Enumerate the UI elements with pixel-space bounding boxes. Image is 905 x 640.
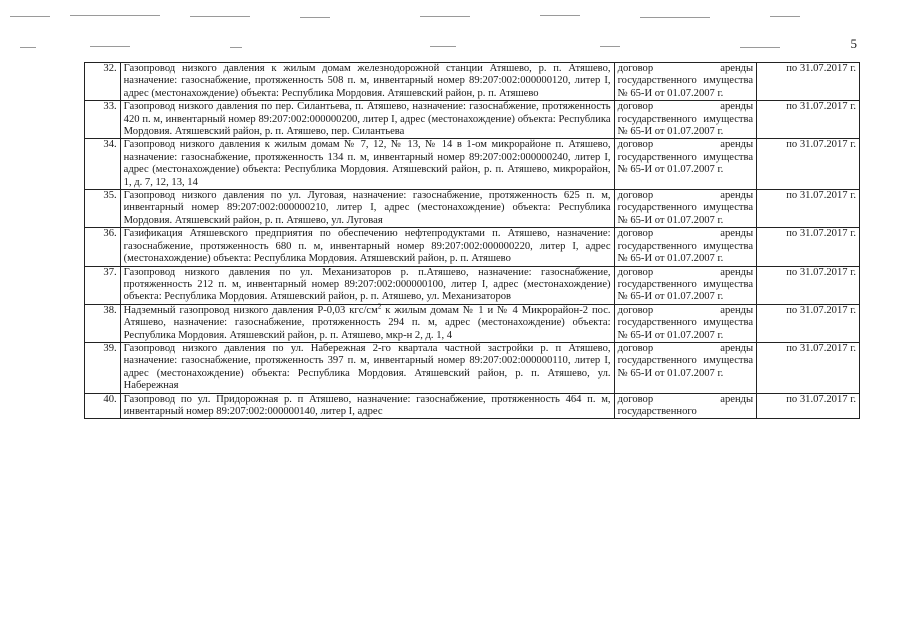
object-description: Газификация Атяшевского предприятия по обеспечению нефтепродуктами п. Атяшево, назначение: газоснабжение, протяженность 680 п. м, инвентарный номер 89:207:002:000000220, литер I, адрес (местонахождение) объекта: Республика Мордовия. Атяшевский район, р. п. Атяшево <box>120 228 614 266</box>
lease-basis: договор аренды государственного имущества № 65-И от 01.07.2007 г. <box>614 304 757 342</box>
row-number: 34. <box>85 139 121 190</box>
row-number: 36. <box>85 228 121 266</box>
description-text: Надземный газопровод низкого давления Р-0,03 кгс/см <box>123 304 378 316</box>
lease-term: по 31.07.2017 г. <box>757 190 860 228</box>
lease-basis: договор аренды государственного имущества № 65-И от 01.07.2007 г. <box>614 190 757 228</box>
lease-basis: договор аренды государственного имущества № 65-И от 01.07.2007 г. <box>614 139 757 190</box>
superscript: 2 <box>377 302 382 311</box>
table-row <box>85 266 860 304</box>
lease-basis: договор аренды государственного имущества № 65-И от 01.07.2007 г. <box>614 266 757 304</box>
property-table <box>84 62 860 419</box>
lease-term: по 31.07.2017 г. <box>757 266 860 304</box>
row-number: 35. <box>85 190 121 228</box>
object-description: Газопровод низкого давления к жилым домам железнодорожной станции Атяшево, р. п. Атяшево, назначение: газоснабжение, протяженность 508 п. м, инвентарный номер 89:207:002:000000120, литер I, адрес (местонахождение) объекта: Республика Мордовия. Атяшевский район, р. п. Атяшево <box>120 63 614 101</box>
object-description: Газопровод низкого давления по ул. Механизаторов р. п.Атяшево, назначение: газоснабжение, протяженность 212 п. м, инвентарный номер 89:207:002:000000100, литер I, адрес (местонахождение) объекта: Республика Мордовия. Атяшевский район, р. п. Атяшево, ул. Механизаторов <box>120 266 614 304</box>
lease-term: по 31.07.2017 г. <box>757 139 860 190</box>
row-number: 39. <box>85 342 121 393</box>
row-number: 38. <box>85 304 121 342</box>
lease-term: по 31.07.2017 г. <box>757 304 860 342</box>
lease-term: по 31.07.2017 г. <box>757 393 860 419</box>
lease-basis: договор аренды государственного имущества № 65-И от 01.07.2007 г. <box>614 228 757 266</box>
row-number: 32. <box>85 63 121 101</box>
table-row <box>85 63 860 101</box>
page-number: 5 <box>850 36 857 51</box>
object-description: Газопровод низкого давления по ул. Набережная 2-го квартала частной застройки р. п Атяшево, назначение: газоснабжение, протяженность 397 п. м, инвентарный номер 89:207:002:000000110, литер I, адрес (местонахождение) объекта: Республика Мордовия. Атяшевский район, р. п. Атяшево, ул. Набережная <box>120 342 614 393</box>
lease-basis: договор аренды государственного имущества № 65-И от 01.07.2007 г. <box>614 101 757 139</box>
object-description: Газопровод низкого давления по пер. Силантьева, п. Атяшево, назначение: газоснабжение, протяженность 420 п. м, инвентарный номер 89:207:002:000000200, литер I, адрес (местонахождение) объекта: Республика Мордовия. Атяшевский район, р. п. Атяшево, пер. Силантьева <box>120 101 614 139</box>
object-description: Газопровод низкого давления по ул. Луговая, назначение: газоснабжение, протяженность 625 п. м, инвентарный номер 89:207:002:000000210, литер I, адрес (местонахождение) объекта: Республика Мордовия. Атяшевский район, р. п. Атяшево, ул. Луговая <box>120 190 614 228</box>
table-row <box>85 304 860 342</box>
object-description <box>120 304 614 342</box>
description-text: к жилым домам № 1 и № 4 Микрорайон-2 пос. Атяшево, назначение: газоснабжение, протяженность 294 п. м, адрес (местонахождение) объекта: Республика Мордовия. Атяшевский район, р. п. Атяшево, мкр-н 2, д. 1, 4 <box>123 304 611 341</box>
scan-noise <box>0 0 905 60</box>
object-description: Газопровод по ул. Придорожная р. п Атяшево, назначение: газоснабжение, протяженность 464 п. м, инвентарный номер 89:207:002:000000140, литер I, адрес <box>120 393 614 419</box>
row-number: 33. <box>85 101 121 139</box>
table-row <box>85 342 860 393</box>
lease-basis: договор аренды государственного <box>614 393 757 419</box>
table-row <box>85 101 860 139</box>
row-number: 40. <box>85 393 121 419</box>
lease-term: по 31.07.2017 г. <box>757 228 860 266</box>
lease-basis: договор аренды государственного имущества № 65-И от 01.07.2007 г. <box>614 63 757 101</box>
table-row <box>85 190 860 228</box>
object-description: Газопровод низкого давления к жилым домам № 7, 12, № 13, № 14 в 1-ом микрорайоне п. Атяшево, назначение: газоснабжение, протяженность 134 п. м, инвентарный номер 89:207:002:000000240, литер I, адрес (местонахождение) объекта: Республика Мордовия. Атяшевский район, р. п. Атяшево, микрорайон, 1, д. 7, 12, 13, 14 <box>120 139 614 190</box>
table-row <box>85 139 860 190</box>
table-row <box>85 228 860 266</box>
lease-term: по 31.07.2017 г. <box>757 342 860 393</box>
table-row <box>85 393 860 419</box>
lease-term: по 31.07.2017 г. <box>757 63 860 101</box>
lease-term: по 31.07.2017 г. <box>757 101 860 139</box>
lease-basis: договор аренды государственного имущества № 65-И от 01.07.2007 г. <box>614 342 757 393</box>
row-number: 37. <box>85 266 121 304</box>
